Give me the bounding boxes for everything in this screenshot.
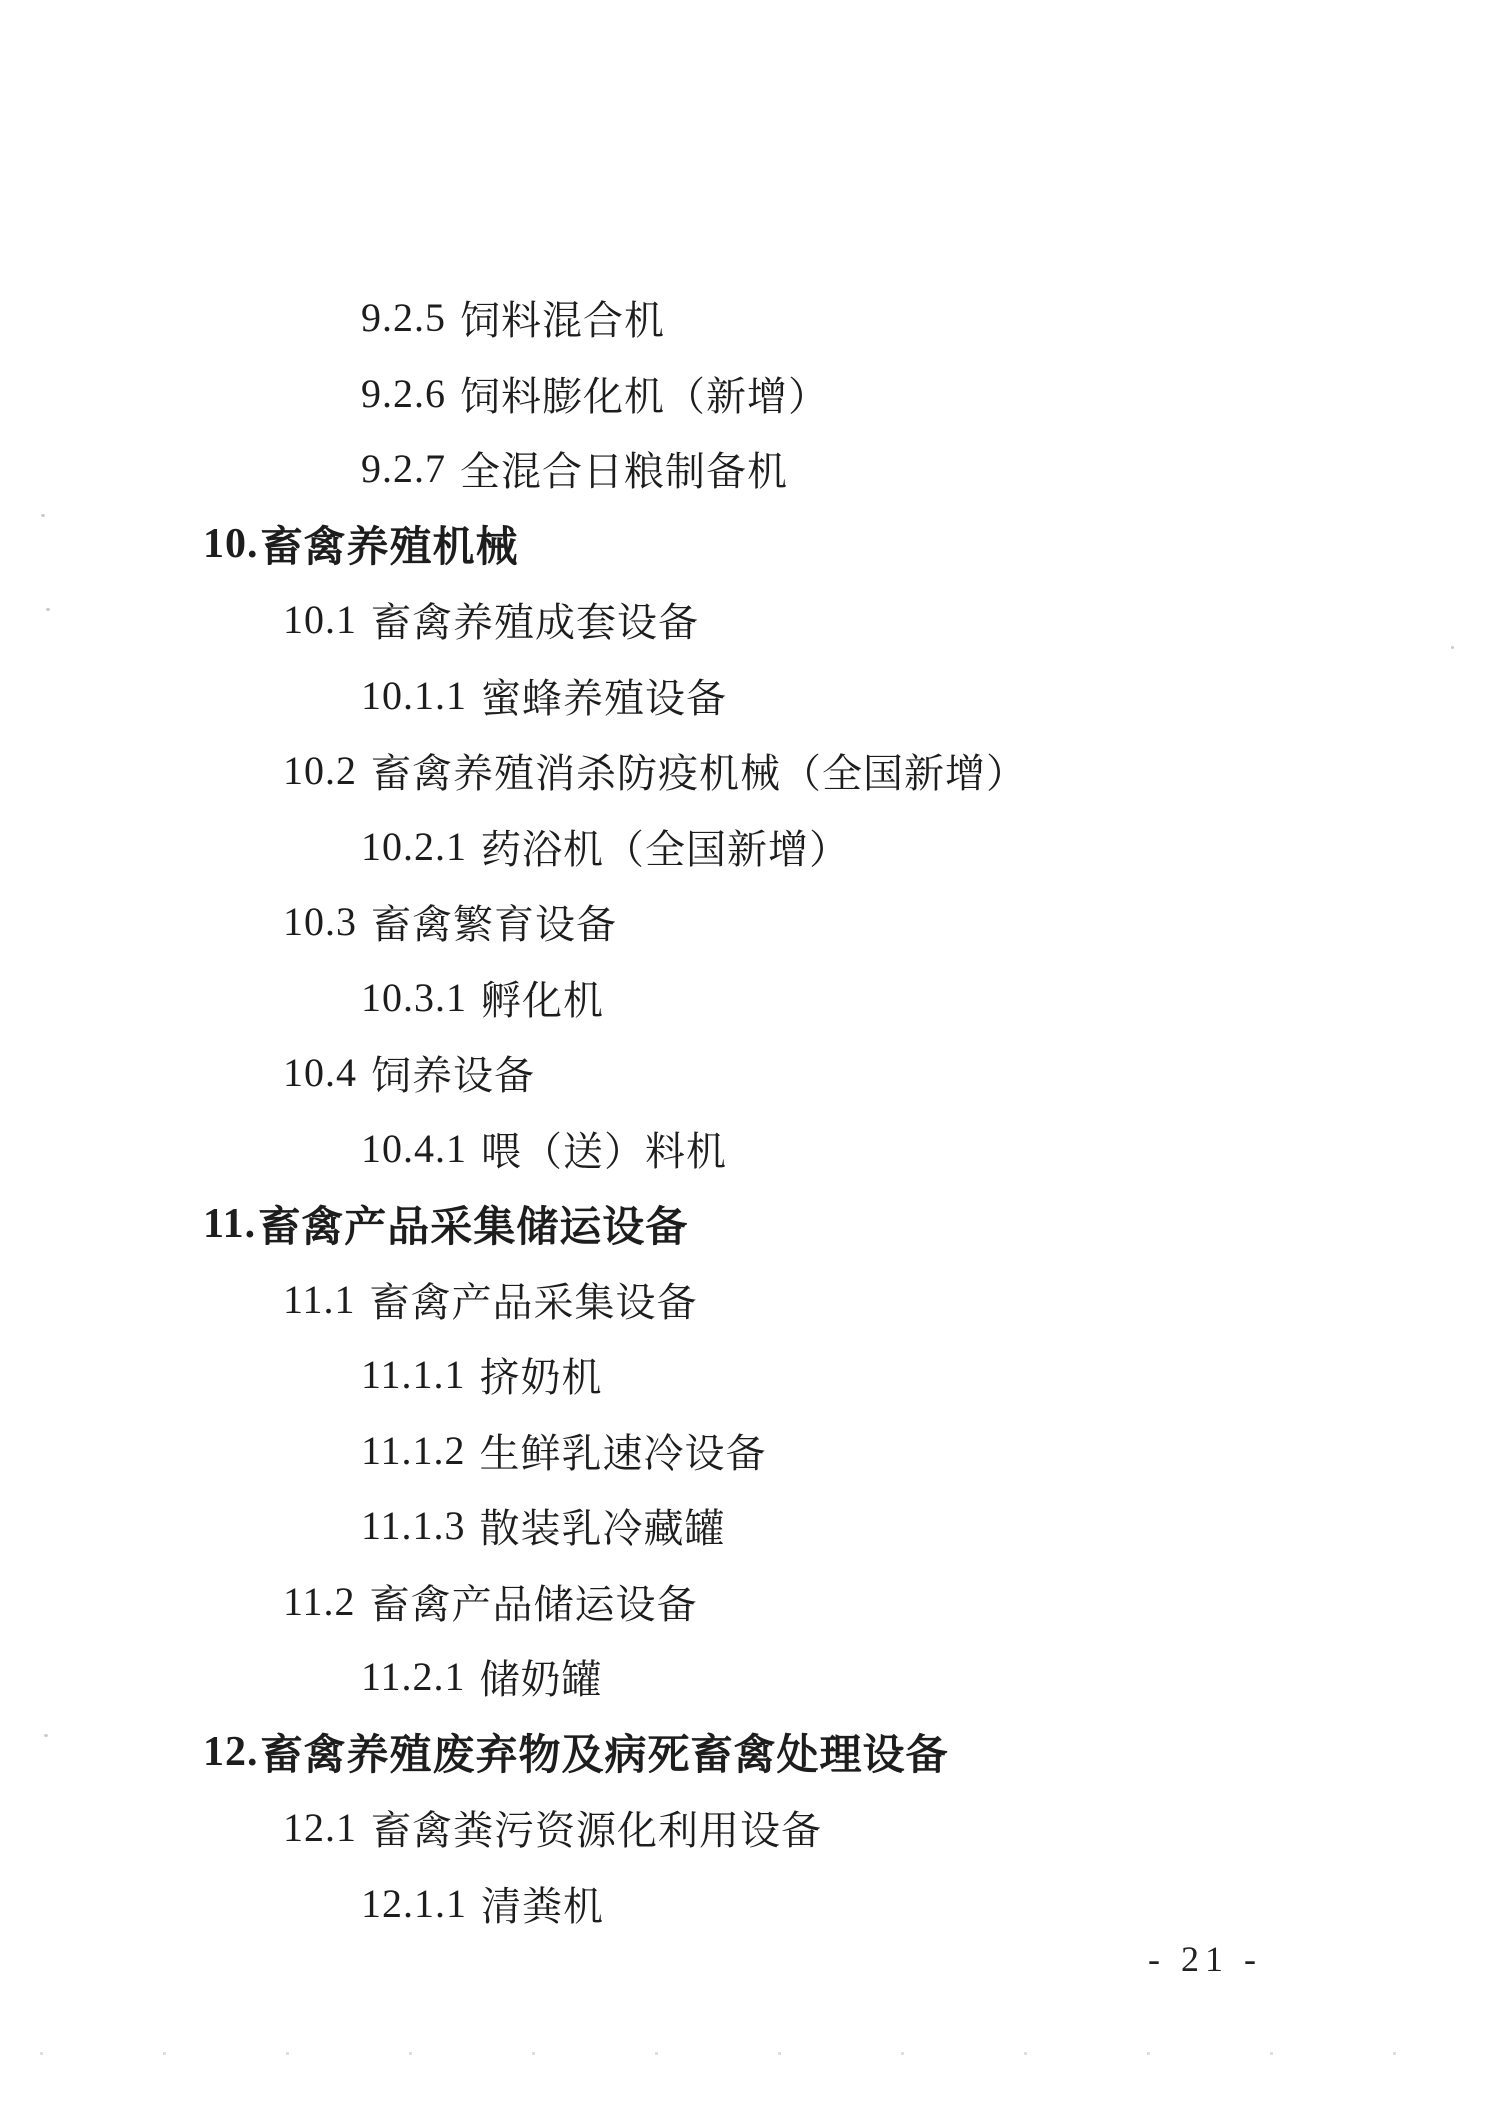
item-label: 畜禽产品采集储运设备 (258, 1202, 689, 1250)
item-number: 12. (203, 1729, 259, 1776)
list-item (0, 431, 1487, 507)
scan-speck (46, 608, 50, 611)
item-label: 散装乳冷藏罐 (479, 1506, 726, 1552)
item-number: 11.2.1 (361, 1654, 466, 1700)
item-label: 全混合日粮制备机 (460, 449, 788, 495)
item-number: 10.3 (283, 899, 357, 945)
item-label: 畜禽繁育设备 (371, 902, 617, 948)
list-item (0, 507, 1487, 583)
scan-artifact-row (40, 2052, 1427, 2055)
item-number: 10.2 (283, 748, 357, 794)
item-label: 蜜蜂养殖设备 (481, 675, 727, 721)
list-item (0, 658, 1487, 734)
item-number: 10.3.1 (361, 974, 467, 1020)
scan-speck (44, 1734, 48, 1737)
list-item (0, 960, 1487, 1036)
list-item (0, 356, 1487, 432)
page-number: - 21 - (1148, 1939, 1262, 1979)
list-item (0, 884, 1487, 960)
list-item (0, 1186, 1487, 1262)
item-label: 畜禽养殖废弃物及病死畜禽处理设备 (260, 1731, 949, 1779)
list-item (0, 1639, 1487, 1715)
list-item (0, 1715, 1487, 1791)
scan-speck (41, 514, 45, 517)
item-label: 饲养设备 (371, 1053, 535, 1099)
item-label: 储奶罐 (479, 1657, 603, 1703)
item-label: 生鲜乳速冷设备 (479, 1430, 767, 1476)
list-item (0, 1413, 1487, 1489)
item-number: 10. (203, 521, 259, 568)
list-item (0, 809, 1487, 885)
item-number: 11.2 (283, 1578, 356, 1624)
item-number: 10.2.1 (361, 823, 467, 869)
item-number: 11. (203, 1200, 257, 1247)
list-item (0, 1262, 1487, 1338)
list-item (0, 1866, 1487, 1942)
list-item (0, 280, 1487, 356)
list-item (0, 1111, 1487, 1187)
list-item (0, 1488, 1487, 1564)
item-number: 9.2.7 (361, 446, 446, 492)
item-label: 药浴机（全国新增） (481, 826, 850, 872)
item-label: 挤奶机 (479, 1355, 603, 1401)
item-number: 10.1.1 (361, 672, 467, 718)
item-number: 12.1.1 (361, 1880, 467, 1926)
list-item (0, 733, 1487, 809)
item-number: 9.2.6 (361, 370, 446, 416)
item-number: 10.4 (283, 1050, 357, 1096)
list-item (0, 1035, 1487, 1111)
item-number: 11.1 (283, 1276, 356, 1322)
item-number: 10.1 (283, 597, 357, 643)
item-label: 畜禽产品储运设备 (369, 1581, 698, 1627)
item-label: 饲料混合机 (460, 298, 665, 344)
scan-speck (1451, 646, 1454, 649)
item-label: 饲料膨化机（新增） (460, 373, 829, 419)
item-number: 10.4.1 (361, 1125, 467, 1171)
list-item (0, 582, 1487, 658)
item-label: 孵化机 (481, 977, 604, 1023)
item-number: 12.1 (283, 1805, 357, 1851)
item-label: 畜禽养殖消杀防疫机械（全国新增） (371, 751, 1027, 797)
item-label: 畜禽粪污资源化利用设备 (371, 1808, 822, 1854)
item-label: 清粪机 (481, 1883, 604, 1929)
item-number: 9.2.5 (361, 295, 446, 341)
item-number: 11.1.2 (361, 1427, 466, 1473)
item-label: 畜禽产品采集设备 (369, 1279, 698, 1325)
item-label: 畜禽养殖成套设备 (371, 600, 699, 646)
item-number: 11.1.3 (361, 1503, 466, 1549)
item-label: 畜禽养殖机械 (260, 523, 519, 571)
item-number: 11.1.1 (361, 1352, 466, 1398)
list-item (0, 1790, 1487, 1866)
list-item (0, 1337, 1487, 1413)
list-item (0, 1564, 1487, 1640)
item-label: 喂（送）料机 (481, 1128, 727, 1174)
